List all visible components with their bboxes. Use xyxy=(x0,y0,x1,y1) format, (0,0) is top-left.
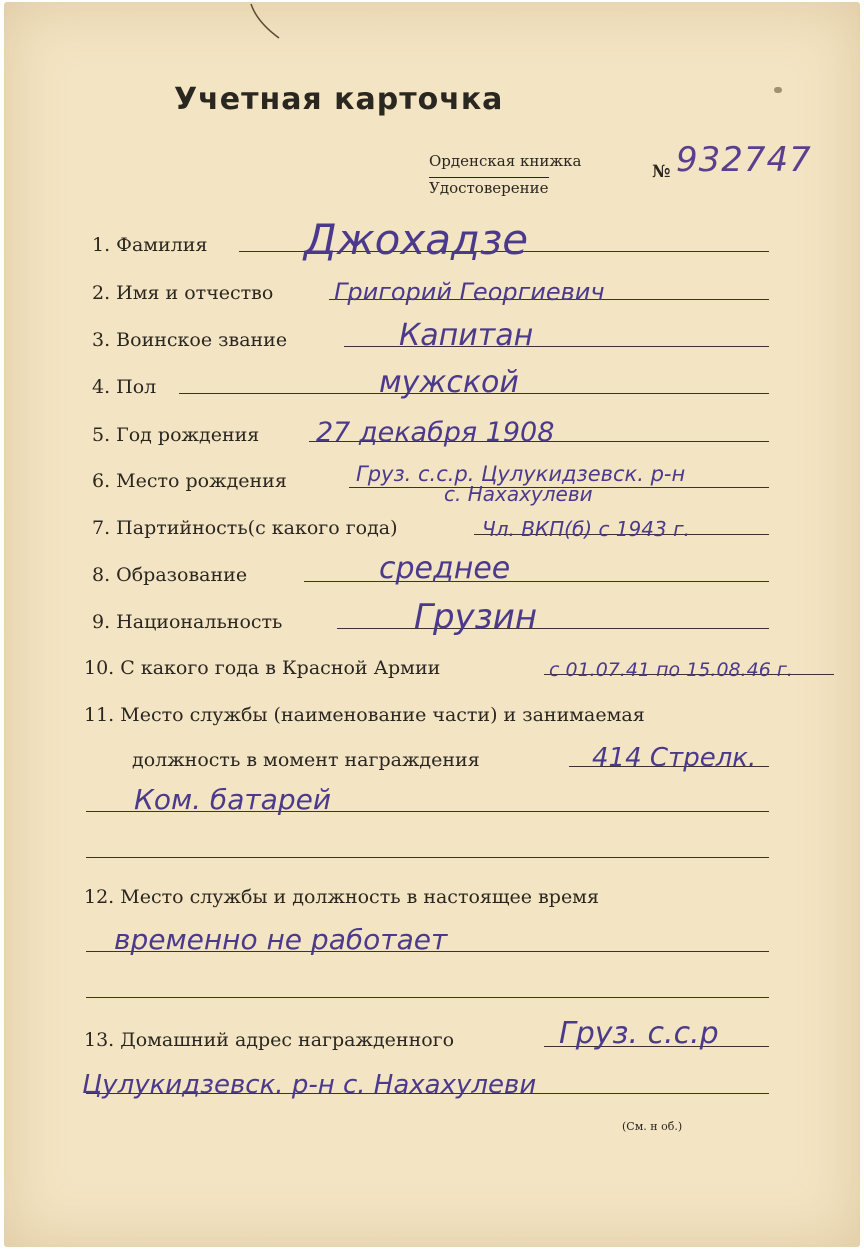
field-label: 7. Партийность(с какого года) xyxy=(92,517,398,539)
field-value-line2: с. Нахахулеви xyxy=(444,482,593,506)
field-label: 3. Воинское звание xyxy=(92,329,288,351)
field-home-address-line2 xyxy=(4,1064,860,1104)
field-value: временно не работает xyxy=(114,923,448,956)
underline xyxy=(86,997,769,998)
field-label: 10. С какого года в Красной Армии xyxy=(84,657,441,679)
field-name xyxy=(4,270,860,310)
field-value-line2: Цулукидзевск. р-н с. Нахахулеви xyxy=(82,1070,537,1100)
field-party xyxy=(4,505,860,545)
field-home-address xyxy=(4,1017,860,1057)
field-rank xyxy=(4,317,860,357)
certificate-label: Удостоверение xyxy=(429,179,549,197)
field-surname xyxy=(4,215,860,264)
ink-stain xyxy=(774,87,782,93)
order-book-label: Орденская книжка xyxy=(429,152,582,170)
field-label: 5. Год рождения xyxy=(92,424,260,446)
field-nationality xyxy=(4,599,860,639)
field-sex xyxy=(4,364,860,404)
record-card xyxy=(4,2,860,1247)
underline xyxy=(304,581,769,582)
field-current-line3 xyxy=(4,968,860,1008)
field-service-line3 xyxy=(4,782,860,822)
see-reverse-note: (См. н об.) xyxy=(622,1120,683,1133)
field-label: 4. Пол xyxy=(92,376,157,398)
field-value: 414 Стрелк. xyxy=(592,743,757,773)
field-current-line2 xyxy=(4,922,860,962)
field-label: 1. Фамилия xyxy=(92,234,208,256)
field-value: Груз. с.с.р xyxy=(559,1016,719,1051)
field-value: 27 декабря 1908 xyxy=(316,417,555,448)
field-label: 8. Образование xyxy=(92,564,248,586)
field-service-position xyxy=(4,737,860,777)
field-army-since xyxy=(4,645,860,685)
field-birthplace xyxy=(4,458,860,506)
field-value: мужской xyxy=(379,365,519,400)
field-label: 13. Домашний адрес награжденного xyxy=(84,1029,455,1051)
paper-fold-mark xyxy=(249,2,289,42)
field-value: Джохадзе xyxy=(304,215,529,264)
field-label: 12. Место службы и должность в настоящее время xyxy=(84,886,599,908)
field-value: среднее xyxy=(379,551,511,586)
field-value: Капитан xyxy=(399,318,534,353)
card-title: Учетная карточка xyxy=(174,82,504,117)
field-label: 6. Место рождения xyxy=(92,470,287,492)
field-value: Чл. ВКП(б) с 1943 г. xyxy=(482,517,690,541)
field-label: 9. Национальность xyxy=(92,611,283,633)
field-label-line2: должность в момент награждения xyxy=(132,749,480,771)
number-value: 932747 xyxy=(676,140,812,180)
field-birth-year xyxy=(4,412,860,452)
field-service-line4 xyxy=(4,828,860,868)
number-label: № xyxy=(652,162,671,182)
field-education xyxy=(4,552,860,592)
underline xyxy=(86,857,769,858)
field-current-service xyxy=(4,874,860,914)
field-value-line2: Ком. батарей xyxy=(134,783,332,816)
field-value: Григорий Георгиевич xyxy=(334,278,605,306)
underline xyxy=(337,628,769,629)
field-value: Грузин xyxy=(414,597,538,637)
field-value: Груз. с.с.р. Цулукидзевск. р-н xyxy=(356,462,686,486)
field-service-place xyxy=(4,692,860,732)
field-value: с 01.07.41 по 15.08.46 г. xyxy=(549,659,793,681)
field-label: 11. Место службы (наименование части) и занимаемая xyxy=(84,704,645,726)
field-label: 2. Имя и отчество xyxy=(92,282,274,304)
